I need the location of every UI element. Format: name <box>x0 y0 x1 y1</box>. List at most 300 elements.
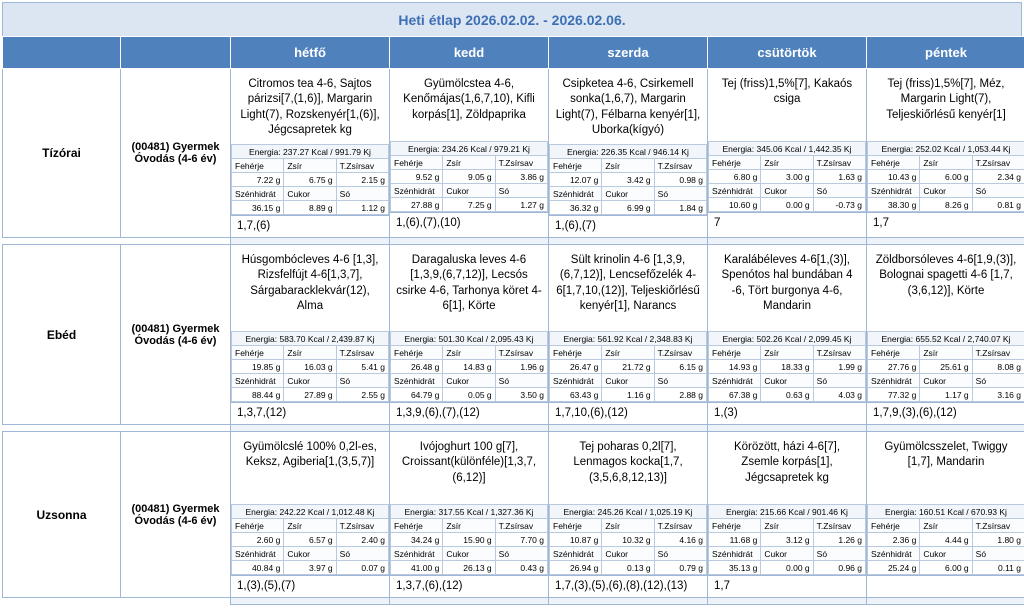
label-carbs: Szénhidrát <box>550 547 602 561</box>
label-carbs: Szénhidrát <box>868 547 920 561</box>
header-day-wednesday: szerda <box>549 37 708 69</box>
label-carbs: Szénhidrát <box>868 374 920 388</box>
label-fat: Zsír <box>920 346 972 360</box>
label-carbs: Szénhidrát <box>232 547 284 561</box>
cell-uzsonna-friday <box>867 432 1024 598</box>
header-meal-col <box>3 37 121 69</box>
value-protein: 34.24 g <box>391 533 443 547</box>
label-protein: Fehérje <box>709 156 761 170</box>
allergen-list: 1,3,7,(12) <box>231 402 389 424</box>
label-carbs: Szénhidrát <box>868 184 920 198</box>
allergen-list: 1,(6),(7),(10) <box>390 212 548 234</box>
dish-text: Tej (friss)1,5%[7], Kakaós csiga <box>721 78 853 106</box>
nutrition-table <box>708 331 866 402</box>
value-protein: 14.93 g <box>709 360 761 374</box>
separator-cell <box>549 238 708 245</box>
value-carbs: 40.84 g <box>232 561 284 575</box>
label-fat: Zsír <box>920 156 972 170</box>
label-sugar: Cukor <box>284 547 336 561</box>
energy-value: Energia: 160.51 Kcal / 670.93 Kj <box>868 505 1024 519</box>
value-sat-fat: 0.98 g <box>654 173 706 187</box>
separator-cell <box>390 598 549 605</box>
label-sat-fat: T.Zsírsav <box>336 346 388 360</box>
nutrition-table <box>549 144 707 215</box>
label-sat-fat: T.Zsírsav <box>813 519 865 533</box>
label-sat-fat: T.Zsírsav <box>813 346 865 360</box>
label-protein: Fehérje <box>868 156 920 170</box>
label-salt: Só <box>813 374 865 388</box>
label-protein: Fehérje <box>550 519 602 533</box>
label-carbs: Szénhidrát <box>709 547 761 561</box>
cell-ebed-tuesday <box>390 245 549 425</box>
cell-tizorai-tuesday <box>390 69 549 238</box>
value-sugar: 0.00 g <box>761 198 813 212</box>
cell-tizorai-monday <box>231 69 390 238</box>
label-carbs: Szénhidrát <box>232 374 284 388</box>
value-salt: 1.84 g <box>654 201 706 215</box>
dish-text: Körözött, házi 4-6[7], Zsemle korpás[1], Jégcsapretek kg <box>733 441 841 484</box>
label-salt: Só <box>813 547 865 561</box>
cell-ebed-friday <box>867 245 1024 425</box>
cell-uzsonna-tuesday <box>390 432 549 598</box>
value-carbs: 77.32 g <box>868 388 920 402</box>
label-fat: Zsír <box>443 156 495 170</box>
label-fat: Zsír <box>284 159 336 173</box>
value-protein: 9.52 g <box>391 170 443 184</box>
table-row <box>3 69 1024 238</box>
cell-ebed-monday <box>231 245 390 425</box>
label-protein: Fehérje <box>391 156 443 170</box>
label-salt: Só <box>972 547 1024 561</box>
value-sugar: 3.97 g <box>284 561 336 575</box>
nutrition-table <box>867 504 1024 575</box>
dish-text: Sült krinolin 4-6 [1,3,9,(6,7,12)], Lencsefőzelék 4-6[1,7,10,(12)], Teljeskiőrlésű kenyér[1], Narancs <box>556 254 700 312</box>
label-fat: Zsír <box>920 519 972 533</box>
label-protein: Fehérje <box>868 346 920 360</box>
allergen-list: 1,3,9,(6),(7),(12) <box>390 402 548 424</box>
allergen-list: 1,7,9,(3),(6),(12) <box>867 402 1024 424</box>
row-separator <box>3 238 1024 245</box>
nutrition-table <box>867 331 1024 402</box>
value-sat-fat: 1.99 g <box>813 360 865 374</box>
header-row <box>3 37 1024 69</box>
label-sugar: Cukor <box>284 187 336 201</box>
value-carbs: 67.38 g <box>709 388 761 402</box>
value-sat-fat: 7.70 g <box>495 533 547 547</box>
value-carbs: 64.79 g <box>391 388 443 402</box>
value-carbs: 63.43 g <box>550 388 602 402</box>
value-protein: 19.85 g <box>232 360 284 374</box>
value-carbs: 41.00 g <box>391 561 443 575</box>
value-protein: 2.60 g <box>232 533 284 547</box>
allergen-list: 1,7 <box>867 212 1024 234</box>
value-protein: 2.36 g <box>868 533 920 547</box>
dish-text: Tej (friss)1,5%[7], Méz, Margarin Light(7), Teljeskiőrlésű kenyér[1] <box>886 78 1006 121</box>
separator-cell <box>549 425 708 432</box>
value-sat-fat: 2.34 g <box>972 170 1024 184</box>
header-day-friday: péntek <box>867 37 1024 69</box>
label-fat: Zsír <box>443 346 495 360</box>
value-salt: 1.12 g <box>336 201 388 215</box>
label-fat: Zsír <box>761 519 813 533</box>
group-label-tizorai: (00481) Gyermek Óvodás (4-6 év) <box>121 69 231 238</box>
label-salt: Só <box>972 374 1024 388</box>
value-fat: 18.33 g <box>761 360 813 374</box>
value-protein: 11.68 g <box>709 533 761 547</box>
label-protein: Fehérje <box>391 519 443 533</box>
allergen-list: 7 <box>708 212 866 234</box>
label-salt: Só <box>654 374 706 388</box>
label-protein: Fehérje <box>709 346 761 360</box>
label-carbs: Szénhidrát <box>232 187 284 201</box>
value-salt: 4.03 g <box>813 388 865 402</box>
separator-spacer <box>3 238 121 245</box>
label-sat-fat: T.Zsírsav <box>495 156 547 170</box>
separator-cell <box>867 238 1024 245</box>
value-protein: 6.80 g <box>709 170 761 184</box>
value-carbs: 36.32 g <box>550 201 602 215</box>
table-body <box>3 69 1024 605</box>
value-sugar: 26.13 g <box>443 561 495 575</box>
value-salt: 0.96 g <box>813 561 865 575</box>
energy-value: Energia: 345.06 Kcal / 1,442.35 Kj <box>709 142 866 156</box>
cell-uzsonna-monday <box>231 432 390 598</box>
cell-tizorai-wednesday <box>549 69 708 238</box>
value-protein: 10.43 g <box>868 170 920 184</box>
label-sat-fat: T.Zsírsav <box>336 519 388 533</box>
separator-cell <box>390 238 549 245</box>
label-sugar: Cukor <box>602 547 654 561</box>
label-salt: Só <box>972 184 1024 198</box>
value-sugar: 8.26 g <box>920 198 972 212</box>
value-sugar: 1.16 g <box>602 388 654 402</box>
value-salt: 3.50 g <box>495 388 547 402</box>
dish-text: Daragaluska leves 4-6 [1,3,9,(6,7,12)], Lecsós csirke 4-6, Tarhonya köret 4-6[1], Körte <box>396 254 542 312</box>
value-fat: 3.12 g <box>761 533 813 547</box>
label-sat-fat: T.Zsírsav <box>654 519 706 533</box>
value-sugar: 0.63 g <box>761 388 813 402</box>
value-sat-fat: 8.08 g <box>972 360 1024 374</box>
value-salt: 2.88 g <box>654 388 706 402</box>
energy-value: Energia: 583.70 Kcal / 2,439.87 Kj <box>232 332 389 346</box>
energy-value: Energia: 234.26 Kcal / 979.21 Kj <box>391 142 548 156</box>
value-sat-fat: 2.40 g <box>336 533 388 547</box>
dish-text: Gyümölcsszelet, Twiggy [1,7], Mandarin <box>884 441 1008 469</box>
separator-cell <box>708 598 867 605</box>
cell-uzsonna-wednesday <box>549 432 708 598</box>
value-sat-fat: 6.15 g <box>654 360 706 374</box>
label-protein: Fehérje <box>550 159 602 173</box>
label-sugar: Cukor <box>920 184 972 198</box>
value-sugar: 0.00 g <box>761 561 813 575</box>
label-salt: Só <box>336 187 388 201</box>
header-group-col <box>121 37 231 69</box>
value-carbs: 38.30 g <box>868 198 920 212</box>
label-sat-fat: T.Zsírsav <box>813 156 865 170</box>
dish-text: Gyümölcslé 100% 0,2l-es, Keksz, Agiberia[1,(3,5,7)] <box>243 441 377 469</box>
allergen-list: 1,7,(3),(5),(6),(8),(12),(13) <box>549 575 707 597</box>
value-salt: 0.79 g <box>654 561 706 575</box>
energy-value: Energia: 215.66 Kcal / 901.46 Kj <box>709 505 866 519</box>
energy-value: Energia: 245.26 Kcal / 1,025.19 Kj <box>550 505 707 519</box>
dish-text: Ivójoghurt 100 g[7], Croissant(különféle)[1,3,7,(6,12)] <box>401 441 537 484</box>
value-sat-fat: 1.63 g <box>813 170 865 184</box>
nutrition-table <box>549 504 707 575</box>
row-separator <box>3 598 1024 605</box>
label-fat: Zsír <box>284 346 336 360</box>
table-header <box>3 37 1024 69</box>
label-sat-fat: T.Zsírsav <box>972 156 1024 170</box>
dish-text: Citromos tea 4-6, Sajtos párizsi[7,(1,6)], Margarin Light(7), Rozskenyér[1,(6)], Jégcsapretek kg <box>240 78 380 136</box>
energy-value: Energia: 242.22 Kcal / 1,012.48 Kj <box>232 505 389 519</box>
allergen-list: 1,7 <box>708 575 866 597</box>
label-sat-fat: T.Zsírsav <box>654 346 706 360</box>
allergen-list: 1,(3),(5),(7) <box>231 575 389 597</box>
energy-value: Energia: 561.92 Kcal / 2,348.83 Kj <box>550 332 707 346</box>
label-sat-fat: T.Zsírsav <box>495 346 547 360</box>
separator-spacer <box>3 425 121 432</box>
value-sat-fat: 5.41 g <box>336 360 388 374</box>
allergen-list: 1,(6),(7) <box>549 215 707 237</box>
label-sat-fat: T.Zsírsav <box>495 519 547 533</box>
label-sugar: Cukor <box>761 547 813 561</box>
label-protein: Fehérje <box>391 346 443 360</box>
label-sugar: Cukor <box>761 374 813 388</box>
allergen-list: 1,7,10,(6),(12) <box>549 402 707 424</box>
separator-spacer <box>121 598 231 605</box>
label-salt: Só <box>495 374 547 388</box>
value-carbs: 10.60 g <box>709 198 761 212</box>
cell-ebed-wednesday <box>549 245 708 425</box>
value-sat-fat: 4.16 g <box>654 533 706 547</box>
value-carbs: 26.94 g <box>550 561 602 575</box>
label-fat: Zsír <box>284 519 336 533</box>
value-fat: 21.72 g <box>602 360 654 374</box>
label-protein: Fehérje <box>232 519 284 533</box>
value-salt: 0.11 g <box>972 561 1024 575</box>
value-sugar: 0.13 g <box>602 561 654 575</box>
label-sat-fat: T.Zsírsav <box>972 346 1024 360</box>
dish-text: Zöldborsóleves 4-6[1,9,(3)], Bolognai spagetti 4-6 [1,7,(3,6,12)], Körte <box>875 254 1017 297</box>
label-carbs: Szénhidrát <box>391 184 443 198</box>
value-protein: 26.48 g <box>391 360 443 374</box>
table-row <box>3 432 1024 598</box>
value-fat: 4.44 g <box>920 533 972 547</box>
separator-cell <box>231 238 390 245</box>
separator-cell <box>708 425 867 432</box>
value-sat-fat: 1.26 g <box>813 533 865 547</box>
value-fat: 14.83 g <box>443 360 495 374</box>
value-carbs: 36.15 g <box>232 201 284 215</box>
separator-cell <box>549 598 708 605</box>
label-sugar: Cukor <box>761 184 813 198</box>
value-salt: 0.43 g <box>495 561 547 575</box>
label-fat: Zsír <box>761 346 813 360</box>
cell-uzsonna-thursday <box>708 432 867 598</box>
allergen-list: 1,7,(6) <box>231 215 389 237</box>
page-title: Heti étlap 2026.02.02. - 2026.02.06. <box>398 11 626 28</box>
label-carbs: Szénhidrát <box>550 187 602 201</box>
separator-cell <box>867 598 1024 605</box>
nutrition-table <box>231 504 389 575</box>
value-salt: -0.73 g <box>813 198 865 212</box>
value-sat-fat: 1.80 g <box>972 533 1024 547</box>
value-fat: 15.90 g <box>443 533 495 547</box>
label-sugar: Cukor <box>602 187 654 201</box>
allergen-list: 1,3,7,(6),(12) <box>390 575 548 597</box>
value-sugar: 0.05 g <box>443 388 495 402</box>
separator-cell <box>867 425 1024 432</box>
label-salt: Só <box>495 547 547 561</box>
allergen-list <box>867 575 1024 595</box>
value-fat: 25.61 g <box>920 360 972 374</box>
separator-spacer <box>121 238 231 245</box>
separator-cell <box>231 598 390 605</box>
label-protein: Fehérje <box>232 159 284 173</box>
label-sugar: Cukor <box>602 374 654 388</box>
value-fat: 3.00 g <box>761 170 813 184</box>
value-protein: 10.87 g <box>550 533 602 547</box>
separator-spacer <box>3 598 121 605</box>
separator-cell <box>231 425 390 432</box>
label-carbs: Szénhidrát <box>550 374 602 388</box>
value-protein: 27.76 g <box>868 360 920 374</box>
label-sat-fat: T.Zsírsav <box>654 159 706 173</box>
group-label-ebed: (00481) Gyermek Óvodás (4-6 év) <box>121 245 231 425</box>
nutrition-table <box>549 331 707 402</box>
value-salt: 3.16 g <box>972 388 1024 402</box>
label-sat-fat: T.Zsírsav <box>336 159 388 173</box>
value-fat: 16.03 g <box>284 360 336 374</box>
label-protein: Fehérje <box>709 519 761 533</box>
value-sugar: 8.89 g <box>284 201 336 215</box>
value-carbs: 25.24 g <box>868 561 920 575</box>
energy-value: Energia: 237.27 Kcal / 991.79 Kj <box>232 145 389 159</box>
energy-value: Energia: 655.52 Kcal / 2,740.07 Kj <box>868 332 1024 346</box>
energy-value: Energia: 317.55 Kcal / 1,327.36 Kj <box>391 505 548 519</box>
nutrition-table <box>390 141 548 212</box>
value-sugar: 27.89 g <box>284 388 336 402</box>
value-protein: 7.22 g <box>232 173 284 187</box>
cell-ebed-thursday <box>708 245 867 425</box>
nutrition-table <box>708 504 866 575</box>
label-protein: Fehérje <box>868 519 920 533</box>
value-sat-fat: 2.15 g <box>336 173 388 187</box>
value-carbs: 35.13 g <box>709 561 761 575</box>
group-label-uzsonna: (00481) Gyermek Óvodás (4-6 év) <box>121 432 231 598</box>
value-fat: 6.75 g <box>284 173 336 187</box>
value-carbs: 27.88 g <box>391 198 443 212</box>
header-day-monday: hétfő <box>231 37 390 69</box>
value-sat-fat: 1.96 g <box>495 360 547 374</box>
value-salt: 1.27 g <box>495 198 547 212</box>
value-protein: 26.47 g <box>550 360 602 374</box>
label-salt: Só <box>336 547 388 561</box>
label-fat: Zsír <box>602 519 654 533</box>
label-salt: Só <box>813 184 865 198</box>
cell-tizorai-thursday <box>708 69 867 238</box>
cell-tizorai-friday <box>867 69 1024 238</box>
label-salt: Só <box>654 547 706 561</box>
value-fat: 6.00 g <box>920 170 972 184</box>
label-sugar: Cukor <box>443 547 495 561</box>
separator-cell <box>708 238 867 245</box>
energy-value: Energia: 252.02 Kcal / 1,053.44 Kj <box>868 142 1024 156</box>
header-day-thursday: csütörtök <box>708 37 867 69</box>
value-salt: 0.81 g <box>972 198 1024 212</box>
energy-value: Energia: 501.30 Kcal / 2,095.43 Kj <box>391 332 548 346</box>
value-sugar: 7.25 g <box>443 198 495 212</box>
meal-label-uzsonna: Uzsonna <box>3 432 121 598</box>
value-fat: 6.57 g <box>284 533 336 547</box>
value-fat: 3.42 g <box>602 173 654 187</box>
dish-text: Tej poharas 0,2l[7], Lenmagos kocka[1,7, (3,5,6,8,12,13)] <box>573 441 683 484</box>
value-salt: 0.07 g <box>336 561 388 575</box>
label-sugar: Cukor <box>284 374 336 388</box>
row-separator <box>3 425 1024 432</box>
label-sugar: Cukor <box>920 374 972 388</box>
label-salt: Só <box>336 374 388 388</box>
nutrition-table <box>867 141 1024 212</box>
nutrition-table <box>390 504 548 575</box>
separator-cell <box>390 425 549 432</box>
nutrition-table <box>231 144 389 215</box>
label-fat: Zsír <box>602 346 654 360</box>
value-sugar: 6.00 g <box>920 561 972 575</box>
label-carbs: Szénhidrát <box>391 547 443 561</box>
value-salt: 2.55 g <box>336 388 388 402</box>
page-title-bar <box>2 2 1022 36</box>
meal-label-tizorai: Tízórai <box>3 69 121 238</box>
energy-value: Energia: 502.26 Kcal / 2,099.45 Kj <box>709 332 866 346</box>
value-protein: 12.07 g <box>550 173 602 187</box>
nutrition-table <box>708 141 866 212</box>
label-fat: Zsír <box>602 159 654 173</box>
value-sugar: 6.99 g <box>602 201 654 215</box>
allergen-list: 1,(3) <box>708 402 866 424</box>
value-carbs: 88.44 g <box>232 388 284 402</box>
label-protein: Fehérje <box>232 346 284 360</box>
label-salt: Só <box>495 184 547 198</box>
value-fat: 10.32 g <box>602 533 654 547</box>
dish-text: Húsgombócleves 4-6 [1,3], Rizsfelfújt 4-6[1,3,7], Sárgabaracklekvár(12), Alma <box>241 254 379 312</box>
weekly-menu-table <box>2 36 1024 605</box>
label-salt: Só <box>654 187 706 201</box>
value-fat: 9.05 g <box>443 170 495 184</box>
dish-text: Csipketea 4-6, Csirkemell sonka(1,6,7), Margarin Light(7), Félbarna kenyér[1], Uborka(kígyó) <box>555 78 701 136</box>
table-row <box>3 245 1024 425</box>
label-sugar: Cukor <box>443 184 495 198</box>
header-day-tuesday: kedd <box>390 37 549 69</box>
label-carbs: Szénhidrát <box>709 184 761 198</box>
label-fat: Zsír <box>761 156 813 170</box>
label-fat: Zsír <box>443 519 495 533</box>
label-protein: Fehérje <box>550 346 602 360</box>
nutrition-table <box>390 331 548 402</box>
dish-text: Karalábéleves 4-6[1,(3)], Spenótos hal bundában 4 -6, Tört burgonya 4-6, Mandarin <box>721 254 853 312</box>
nutrition-table <box>231 331 389 402</box>
separator-spacer <box>121 425 231 432</box>
label-carbs: Szénhidrát <box>391 374 443 388</box>
energy-value: Energia: 226.35 Kcal / 946.14 Kj <box>550 145 707 159</box>
value-sugar: 1.17 g <box>920 388 972 402</box>
label-carbs: Szénhidrát <box>709 374 761 388</box>
label-sugar: Cukor <box>920 547 972 561</box>
label-sugar: Cukor <box>443 374 495 388</box>
value-sat-fat: 3.86 g <box>495 170 547 184</box>
dish-text: Gyümölcstea 4-6, Kenőmájas(1,6,7,10), Kifli korpás[1], Zöldpaprika <box>403 78 535 121</box>
meal-label-ebed: Ebéd <box>3 245 121 425</box>
